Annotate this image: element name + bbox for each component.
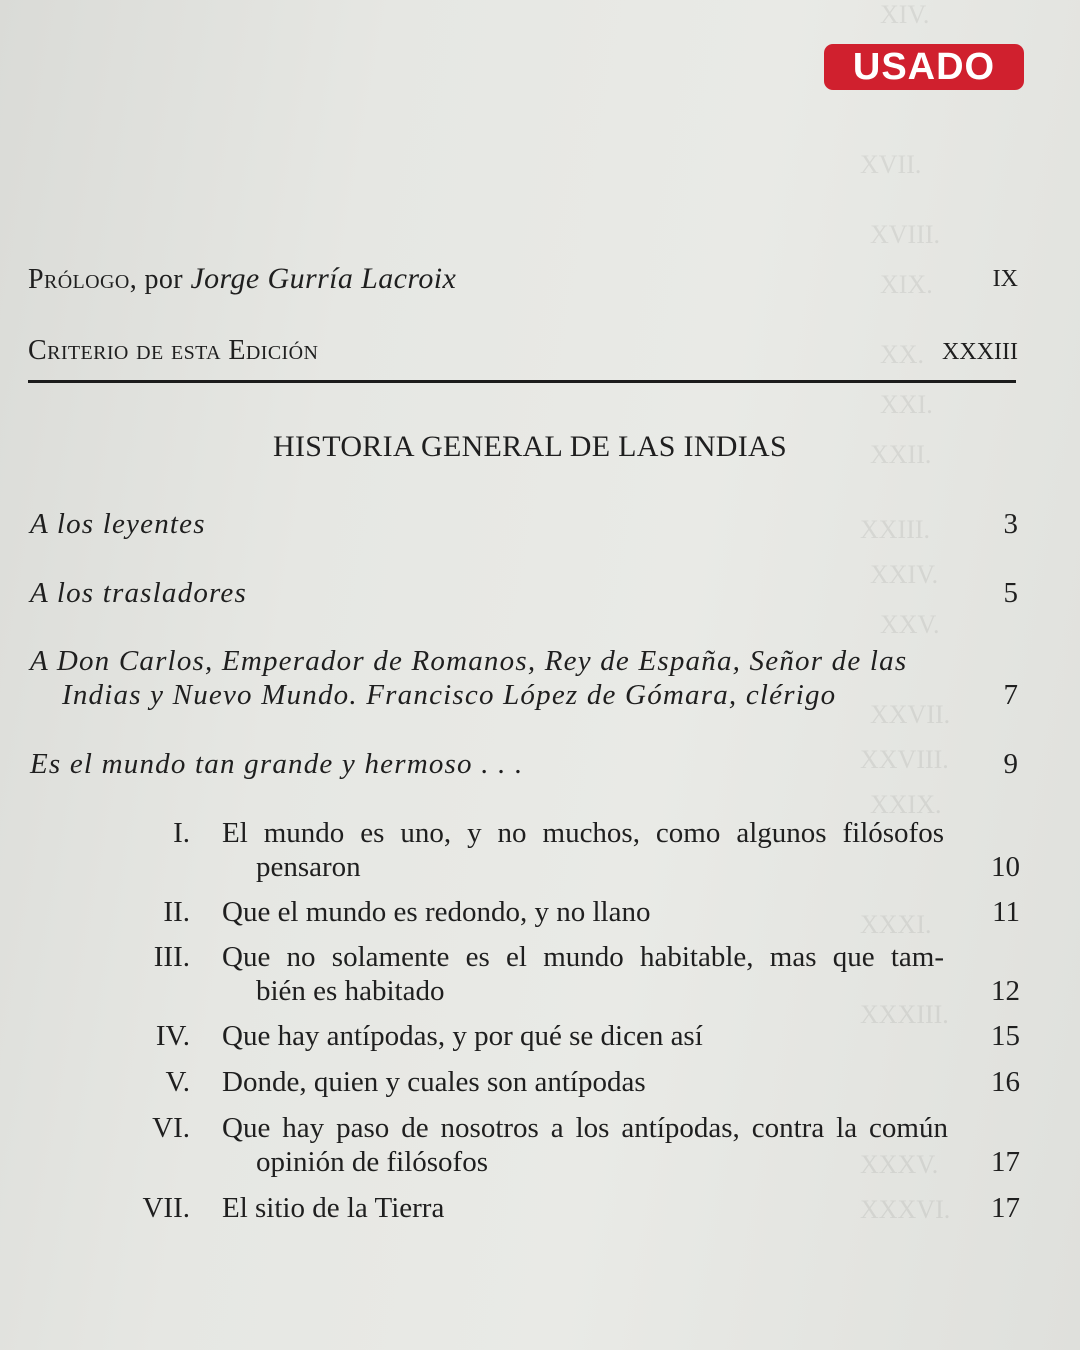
entry-dedication-page: 7 bbox=[1003, 679, 1018, 711]
used-badge: USADO bbox=[824, 44, 1024, 90]
chapter-1-page: 10 bbox=[991, 851, 1020, 883]
entry-mundo: Es el mundo tan grande y hermoso . . . bbox=[30, 748, 524, 780]
chapter-7-page: 17 bbox=[991, 1192, 1020, 1224]
criteria-label: Criterio de esta Edición bbox=[28, 335, 319, 366]
prologue-label: Prólogo bbox=[28, 264, 130, 295]
entry-dedication-line2: Indias y Nuevo Mundo. Francisco López de Gómara, clérigo bbox=[62, 679, 837, 711]
prologue-page: IX bbox=[992, 266, 1018, 292]
chapter-3-title-line1: Que no solamente es el mundo habitable, mas que tam- bbox=[222, 941, 944, 973]
chapter-4-number: IV. bbox=[155, 1020, 190, 1052]
chapter-6-title-line1: Que hay paso de nosotros a los antípodas, contra la común bbox=[222, 1112, 948, 1144]
entry-trasladores-page: 5 bbox=[1003, 577, 1018, 609]
criteria-entry bbox=[28, 335, 318, 367]
chapter-2-page: 11 bbox=[992, 896, 1020, 928]
chapter-5-number: V. bbox=[165, 1066, 190, 1098]
chapter-1-title-line2: pensaron bbox=[256, 851, 361, 883]
chapter-3-title-line2: bién es habitado bbox=[256, 975, 445, 1007]
prologue-author: Jorge Gurría Lacroix bbox=[190, 262, 457, 295]
chapter-1-number: I. bbox=[173, 817, 190, 849]
entry-trasladores: A los trasladores bbox=[30, 577, 247, 609]
entry-leyentes: A los leyentes bbox=[30, 508, 206, 540]
chapter-7-number: VII. bbox=[142, 1192, 190, 1224]
criteria-page: XXXIII bbox=[942, 339, 1018, 365]
divider-rule bbox=[28, 380, 1016, 383]
book-title: HISTORIA GENERAL DE LAS INDIAS bbox=[273, 430, 787, 463]
chapter-4-page: 15 bbox=[991, 1020, 1020, 1052]
entry-dedication-line1: A Don Carlos, Emperador de Romanos, Rey de España, Señor de las bbox=[30, 645, 908, 677]
bleed-through-text: XIV. XVII. XVIII. XIX. XX. XXI. XXII. XXIII. XXIV. XXV. XXVII. XXVIII. XXIX. XXXI. XXXIII. XXXV. XXXVI. bbox=[860, 0, 951, 1224]
chapter-6-number: VI. bbox=[152, 1112, 190, 1144]
chapter-1-title-line1: El mundo es uno, y no muchos, como algunos filósofos bbox=[222, 817, 944, 849]
prologue-entry bbox=[28, 262, 456, 296]
chapter-5-title: Donde, quien y cuales son antípodas bbox=[222, 1066, 646, 1098]
chapter-6-title-line2: opinión de filósofos bbox=[256, 1146, 488, 1178]
entry-mundo-page: 9 bbox=[1003, 748, 1018, 780]
chapter-2-title: Que el mundo es redondo, y no llano bbox=[222, 896, 651, 928]
chapter-2-number: II. bbox=[163, 896, 190, 928]
chapter-3-number: III. bbox=[153, 941, 190, 973]
chapter-7-title: El sitio de la Tierra bbox=[222, 1192, 445, 1224]
chapter-5-page: 16 bbox=[991, 1066, 1020, 1098]
entry-leyentes-page: 3 bbox=[1003, 508, 1018, 540]
chapter-4-title: Que hay antípodas, y por qué se dicen así bbox=[222, 1020, 703, 1052]
chapter-6-page: 17 bbox=[991, 1146, 1020, 1178]
chapter-3-page: 12 bbox=[991, 975, 1020, 1007]
prologue-by: , por bbox=[129, 264, 191, 295]
